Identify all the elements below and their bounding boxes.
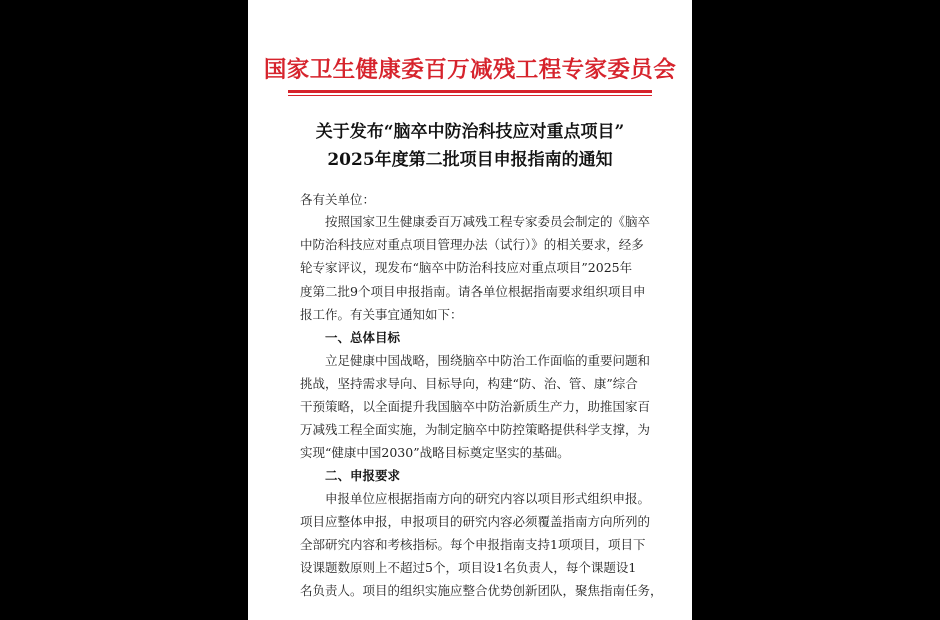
section2-line: 全部研究内容和考核指标。每个申报指南支持1项项目，项目下 xyxy=(300,537,646,552)
section1-line: 万减残工程全面实施，为制定脑卒中防控策略提供科学支撑，为 xyxy=(300,422,651,437)
intro-line: 轮专家评议，现发布“脑卒中防治科技应对重点项目”2025年 xyxy=(300,260,633,275)
section2-line: 名负责人。项目的组织实施应整合优势创新团队，聚焦指南任务， xyxy=(300,583,663,598)
document-page xyxy=(248,0,692,620)
salutation: 各有关单位： xyxy=(300,192,376,207)
doc-title-line2: 2025年度第二批项目申报指南的通知 xyxy=(327,150,613,170)
section2-line: 项目应整体申报，申报项目的研究内容必须覆盖指南方向所列的 xyxy=(300,514,651,529)
section1-line: 干预策略，以全面提升我国脑卒中防治新质生产力，助推国家百 xyxy=(300,399,651,414)
intro-line: 按照国家卫生健康委百万减残工程专家委员会制定的《脑卒 xyxy=(300,214,651,229)
org-header: 国家卫生健康委百万减残工程专家委员会 xyxy=(263,57,677,83)
section1-line: 挑战，坚持需求导向、目标导向，构建“防、治、管、康”综合 xyxy=(300,376,638,391)
section2-line: 申报单位应根据指南方向的研究内容以项目形式组织申报。 xyxy=(300,491,651,506)
intro-line: 度第二批9个项目申报指南。请各单位根据指南要求组织项目申 xyxy=(300,284,646,299)
doc-title-line1: 关于发布“脑卒中防治科技应对重点项目” xyxy=(315,122,625,142)
section1-line: 实现“健康中国2030”战略目标奠定坚实的基础。 xyxy=(300,445,570,460)
header-rule-thick xyxy=(288,90,652,93)
section1-line: 立足健康中国战略，围绕脑卒中防治工作面临的重要问题和 xyxy=(300,353,651,368)
header-rule-thin xyxy=(288,95,652,96)
intro-line: 中防治科技应对重点项目管理办法（试行）》的相关要求，经多 xyxy=(300,237,644,252)
section2-heading: 二、申报要求 xyxy=(300,468,401,483)
section2-line: 设课题数原则上不超过5个，项目设1名负责人，每个课题设1 xyxy=(300,560,637,575)
section1-heading: 一、总体目标 xyxy=(300,330,401,345)
intro-line: 报工作。有关事宜通知如下： xyxy=(300,307,463,322)
